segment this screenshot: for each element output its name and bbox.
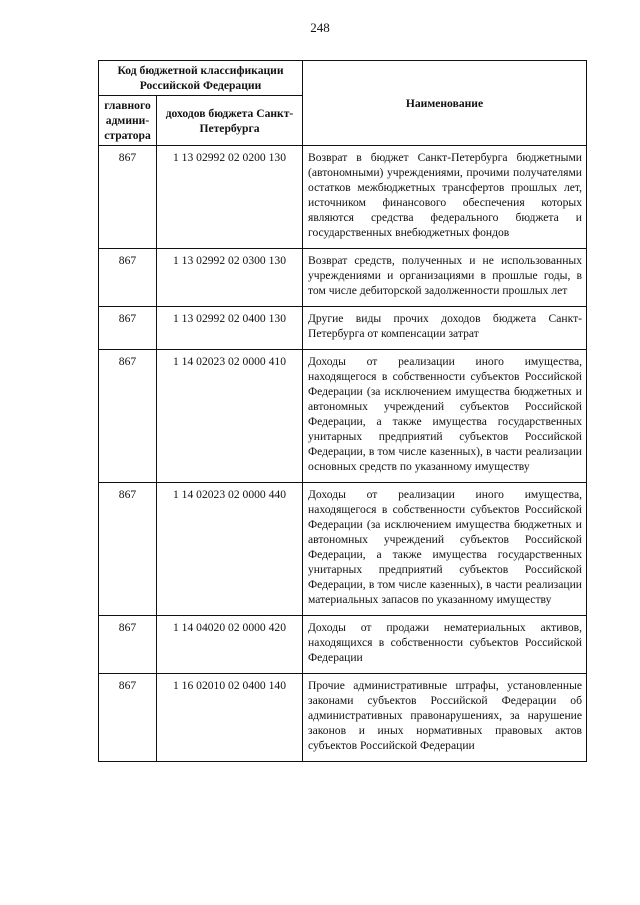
budget-classification-table [98,60,587,762]
revenue-code-cell: 1 13 02992 02 0400 130 [157,307,303,350]
revenue-code-cell: 1 16 02010 02 0400 140 [157,674,303,762]
admin-column-header: главного админи-стратора [99,96,157,146]
admin-code-cell: 867 [99,146,157,249]
name-cell: Доходы от реализации иного имущества, находящегося в собственности субъектов Российской Федерации (за исключением имущества бюджетных и автономных учреждений субъектов Российской Федерации, а также имущества государственных унитарных предприятий субъектов Российской Федерации, в том числе казенных), в части реализации основных средств по указанному имуществу [303,350,587,483]
name-cell: Возврат средств, полученных и не использованных учреждениями и организациями в прошлые годы, в том числе дебиторской задолженности прошлых лет [303,249,587,307]
budget-code-group-header: Код бюджетной классификации Российской Федерации [99,61,303,96]
table-row [99,249,587,307]
name-cell: Прочие административные штрафы, установленные законами субъектов Российской Федерации об административных правонарушениях, за нарушение законов и иных нормативных правовых актов субъектов Российской Федерации [303,674,587,762]
name-cell: Доходы от реализации иного имущества, находящегося в собственности субъектов Российской Федерации (за исключением имущества бюджетных и автономных учреждений субъектов Российской Федерации, а также имущества государственных унитарных предприятий субъектов Российской Федерации, в том числе казенных), в части реализации материальных запасов по указанному имуществу [303,483,587,616]
name-cell: Доходы от продажи нематериальных активов, находящихся в собственности субъектов Российской Федерации [303,616,587,674]
admin-code-cell: 867 [99,249,157,307]
table-row [99,146,587,249]
revenue-code-cell: 1 14 02023 02 0000 440 [157,483,303,616]
name-cell: Возврат в бюджет Санкт-Петербурга бюджетными (автономными) учреждениями, прочими получателями остатков межбюджетных трансфертов прошлых лет, источником финансового обеспечения которых являются средства федерального бюджета и государственных внебюджетных фондов [303,146,587,249]
name-cell: Другие виды прочих доходов бюджета Санкт-Петербурга от компенсации затрат [303,307,587,350]
revenue-code-cell: 1 13 02992 02 0300 130 [157,249,303,307]
name-column-header: Наименование [303,61,587,146]
admin-code-cell: 867 [99,616,157,674]
revenue-code-cell: 1 13 02992 02 0200 130 [157,146,303,249]
admin-code-cell: 867 [99,674,157,762]
revenue-code-cell: 1 14 04020 02 0000 420 [157,616,303,674]
table-header [99,61,587,146]
table-row [99,674,587,762]
table-row [99,483,587,616]
admin-code-cell: 867 [99,483,157,616]
admin-code-cell: 867 [99,350,157,483]
table-row [99,350,587,483]
revenue-code-cell: 1 14 02023 02 0000 410 [157,350,303,483]
revenue-code-column-header: доходов бюджета Санкт-Петербурга [157,96,303,146]
table-row [99,616,587,674]
table-row [99,307,587,350]
page-number: 248 [310,20,330,35]
admin-code-cell: 867 [99,307,157,350]
